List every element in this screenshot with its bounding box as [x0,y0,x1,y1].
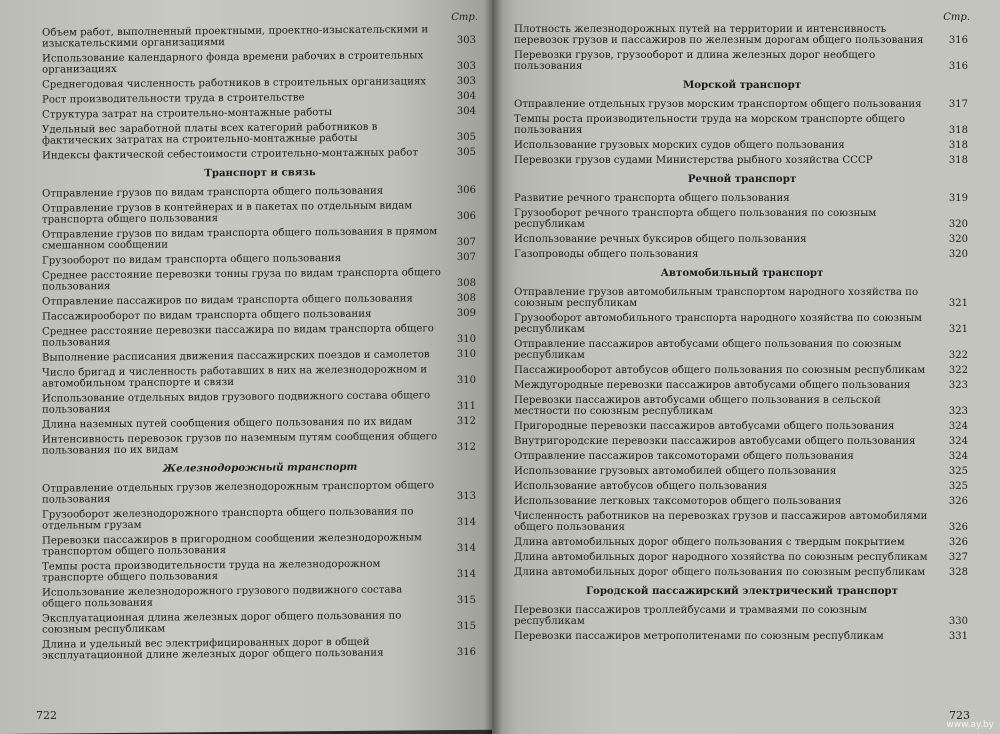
watermark: www.ay.by [946,720,994,730]
toc-entry-page: 323 [948,406,968,417]
toc-entry [514,481,970,492]
toc-entry-page: 324 [948,436,968,447]
toc-entry [514,605,970,627]
toc-entry [42,121,478,147]
toc-entry [514,99,970,110]
toc-entry [42,364,478,390]
toc-entry [514,234,970,245]
toc-entry-page: 326 [948,496,968,507]
toc-entry-page: 306 [456,210,476,223]
toc-entry-page: 323 [948,380,968,391]
toc-entry-title: Выполнение расписания движения пассажирских поездов и самолетов [42,349,430,364]
toc-entry [514,496,970,507]
toc-entry-page: 315 [456,620,476,633]
toc-entry-title: Отправление отдельных грузов железнодорожным транспортом общего пользования [42,480,435,506]
toc-entry-title: Индексы фактической себестоимости строительно-монтажных работ [42,147,418,162]
toc-entry-title: Отправление пассажиров таксомоторами общего пользования [514,451,854,462]
toc-entry-title: Грузооборот по видам транспорта общего пользования [42,253,342,267]
toc-entry [514,140,970,151]
toc-entry [514,511,970,533]
toc-entry [42,147,478,162]
page-column-header: Стр. [451,11,478,24]
toc-entry-title: Использование железнодорожного грузового подвижного состава общего пользования [42,584,403,610]
toc-entry-page: 310 [456,333,476,346]
toc-entry-title: Грузооборот речного транспорта общего пользования по союзным республикам [514,208,877,230]
right-page [492,0,1000,734]
toc-entry-page: 304 [456,90,476,103]
toc-entry-title: Длина автомобильных дорог народного хозяйства по союзным республикам [514,552,928,563]
toc-entry-title: Численность работников на перевозках грузов и пассажиров автомобилями общего пользования [514,511,928,533]
toc-entry-page: 314 [456,568,476,581]
page-number-left: 722 [36,709,57,722]
toc-entry [42,267,478,293]
toc-entry-title: Перевозки пассажиров метрополитенами по союзным республикам [514,631,884,642]
toc-entry-title: Внутригородские перевозки пассажиров автобусами общего пользования [514,436,916,447]
toc-entry [42,200,478,226]
toc-entry-page: 314 [456,542,476,555]
toc-entry [42,532,478,558]
toc-entry [514,24,970,46]
toc-entry-title: Перевозки пассажиров автобусами общего пользования в сельской местности по союзным республикам [514,395,881,417]
toc-entry [514,421,970,432]
toc-entry-title: Среднее расстояние перевозки тонны груза по видам транспорта общего пользования [42,267,441,293]
toc-entry-title: Пассажирооборот по видам транспорта общего пользования [42,308,372,323]
toc-entry-title: Перевозки пассажиров троллейбусами и трамваями по союзным республикам [514,605,867,627]
toc-entry [514,287,970,309]
toc-entry-title: Развитие речного транспорта общего пользования [514,193,790,204]
toc-entry-title: Перевозки грузов, грузооборот и длина железных дорог необщего пользования [514,50,876,72]
toc-entry-page: 307 [456,251,476,264]
toc-entry-page: 303 [456,34,476,47]
toc-entry [42,226,478,252]
toc-entry-page: 326 [948,537,968,548]
toc-entry-page: 327 [948,552,968,563]
toc-entry-page: 316 [456,646,476,659]
toc-entry [42,416,478,431]
toc-entry-title: Темпы роста производительности труда на железнодорожном транспорте общего пользования [42,558,381,584]
toc-entry-page: 320 [948,249,968,260]
toc-entry-page: 313 [456,490,476,503]
toc-entry-page: 324 [948,421,968,432]
toc-entry-title: Длина автомобильных дорог общего пользования с твердым покрытием [514,537,905,548]
toc-entry-page: 322 [948,365,968,376]
toc-entry-page: 321 [948,324,968,335]
toc-entry-title: Длина наземных путей сообщения общего пользования по их видам [42,416,413,431]
toc-entry-page: 317 [948,99,968,110]
toc-list [514,24,970,642]
toc-entry [42,252,478,267]
toc-entry-title: Отправление грузов в контейнерах и в пакетах по отдельным видам транспорта общего пользования [42,200,413,226]
toc-entry-title: Использование речных буксиров общего пользования [514,234,807,245]
toc-entry [42,610,478,636]
toc-entry-page: 326 [948,522,968,533]
toc-entry-title: Среднее расстояние перевозки пассажира по видам транспорта общего пользования [42,323,434,349]
toc-entry-page: 306 [456,184,476,197]
section-heading: Городской пассажирский электрический транспорт [585,585,898,597]
toc-entry-title: Газопроводы общего пользования [514,249,699,260]
toc-entry [42,390,478,416]
toc-entry-title: Отправление грузов по видам транспорта общего пользования в прямом смешанном сообщении [42,226,438,252]
toc-entry-title: Отправление грузов автомобильным транспортом народного хозяйства по союзным республикам [514,287,919,309]
toc-entry-page: 309 [456,307,476,320]
toc-entry-title: Отправление пассажиров автобусами общего пользования по союзным республикам [514,339,902,361]
toc-entry-page: 316 [948,35,968,46]
toc-entry-page: 310 [456,348,476,361]
toc-entry-page: 318 [948,140,968,151]
toc-entry-page: 303 [456,60,476,73]
toc-entry-title: Отправление грузов по видам транспорта общего пользования [42,185,384,200]
toc-entry-title: Длина автомобильных дорог общего пользования по союзным республикам [514,567,926,578]
toc-entry-title: Объем работ, выполненный проектными, проектно-изыскательскими и изыскательскими организациями [42,24,429,50]
toc-entry-page: 318 [948,125,968,136]
section-heading: Железнодорожный транспорт [162,460,358,475]
left-page [0,0,492,734]
toc-entry [42,584,478,610]
toc-entry-title: Грузооборот железнодорожного транспорта общего пользования по отдельным грузам [42,506,414,532]
toc-entry-page: 322 [948,350,968,361]
toc-entry-title: Отправление отдельных грузов морским транспортом общего пользования [514,99,922,110]
toc-entry [514,451,970,462]
toc-list [42,24,478,662]
toc-entry [514,380,970,391]
toc-entry-page: 330 [948,616,968,627]
toc-entry-title: Использование грузовых морских судов общего пользования [514,140,845,151]
section-heading: Транспорт и связь [204,166,316,180]
toc-entry [42,636,478,662]
toc-entry-page: 321 [948,298,968,309]
toc-entry-title: Длина и удельный вес электрифицированных дорог в общей эксплуатационной длине железных дорог общего пользования [42,636,384,662]
toc-entry-page: 303 [456,75,476,88]
toc-entry-title: Плотность железнодорожных путей на территории и интенсивность перевозок грузов и пассажиров по железным дорогам общего пользования [514,24,924,46]
toc-entry-title: Пригородные перевозки пассажиров автобусами общего пользования [514,421,895,432]
toc-entry [514,552,970,563]
toc-entry [42,308,478,323]
toc-entry-title: Перевозки грузов судами Министерства рыбного хозяйства СССР [514,155,873,166]
section-heading: Речной транспорт [687,173,797,185]
toc-entry-page: 328 [948,567,968,578]
toc-entry [514,395,970,417]
toc-entry [514,537,970,548]
toc-entry-page: 325 [948,481,968,492]
toc-entry-title: Структура затрат на строительно-монтажные работы [42,107,333,121]
toc-entry [514,208,970,230]
toc-entry [514,339,970,361]
toc-entry-page: 325 [948,466,968,477]
page-column-header: Стр. [943,12,970,23]
book-gutter [484,0,502,734]
toc-entry-title: Темпы роста производительности труда на морском транспорте общего пользования [514,114,905,136]
toc-entry-page: 331 [948,631,968,642]
toc-entry-title: Использование грузовых автомобилей общего пользования [514,466,837,477]
toc-entry-page: 305 [456,146,476,159]
toc-entry-page: 312 [456,415,476,428]
toc-entry [514,466,970,477]
toc-entry-page: 319 [948,193,968,204]
toc-entry-page: 308 [456,277,476,290]
toc-entry-title: Грузооборот автомобильного транспорта народного хозяйства по союзным республикам [514,313,922,335]
toc-entry [42,293,478,308]
toc-entry-title: Эксплуатационная длина железных дорог общего пользования по союзным республикам [42,610,402,636]
toc-entry [514,436,970,447]
toc-entry [42,106,478,121]
toc-entry-title: Междугородные перевозки пассажиров автобусами общего пользования [514,380,911,391]
section-heading: Морской транспорт [682,79,802,91]
toc-entry-page: 305 [456,131,476,144]
toc-entry [514,249,970,260]
toc-entry [42,76,478,91]
page-number-right: 723 [949,709,970,722]
toc-entry-title: Пассажирооборот автобусов общего пользования по союзным республикам [514,365,926,376]
toc-entry-page: 324 [948,451,968,462]
toc-entry [514,567,970,578]
toc-entry-title: Использование легковых таксомоторов общего пользования [514,496,842,507]
toc-entry-page: 320 [948,219,968,230]
toc-entry-page: 307 [456,236,476,249]
toc-entry [42,91,478,106]
toc-entry [514,313,970,335]
toc-entry [514,50,970,72]
toc-entry [514,631,970,642]
toc-entry [514,155,970,166]
toc-entry [514,365,970,376]
toc-entry [42,24,478,50]
toc-entry-page: 312 [456,441,476,454]
toc-entry-title: Использование отдельных видов грузового подвижного состава общего пользования [42,390,431,416]
toc-entry-title: Среднегодовая численность работников в строительных организациях [42,76,427,91]
toc-entry-page: 320 [948,234,968,245]
toc-entry-page: 314 [456,516,476,529]
toc-entry [42,50,478,76]
toc-entry [42,480,478,506]
section-heading: Автомобильный транспорт [660,267,824,279]
toc-entry [42,431,478,457]
toc-entry-page: 304 [456,105,476,118]
toc-entry-title: Интенсивность перевозок грузов по наземным путям сообщения общего пользования по их видам [42,431,438,457]
toc-entry-title: Перевозки пассажиров в пригородном сообщении железнодорожным транспортом общего пользования [42,532,422,558]
toc-entry-title: Отправление пассажиров по видам транспорта общего пользования [42,293,413,308]
toc-entry-page: 308 [456,292,476,305]
toc-entry-page: 315 [456,594,476,607]
toc-entry-page: 311 [456,400,476,413]
toc-entry [42,349,478,364]
toc-entry-title: Рост производительности труда в строительстве [42,92,305,106]
toc-entry-page: 318 [948,155,968,166]
toc-entry-title: Число бригад и численность работавших в них на железнодорожном и автомобильном транспорте и связи [42,364,428,390]
toc-entry-page: 310 [456,374,476,387]
toc-entry [42,506,478,532]
toc-entry [42,185,478,200]
toc-entry-page: 316 [948,61,968,72]
toc-entry [514,193,970,204]
toc-entry-title: Использование автобусов общего пользования [514,481,768,492]
toc-entry [514,114,970,136]
toc-entry [42,558,478,584]
toc-entry-title: Использование календарного фонда времени рабочих в строительных организациях [42,50,424,76]
toc-entry [42,323,478,349]
toc-entry-title: Удельный вес заработной платы всех категорий работников в фактических затратах на строительно-монтажные работы [42,121,378,147]
